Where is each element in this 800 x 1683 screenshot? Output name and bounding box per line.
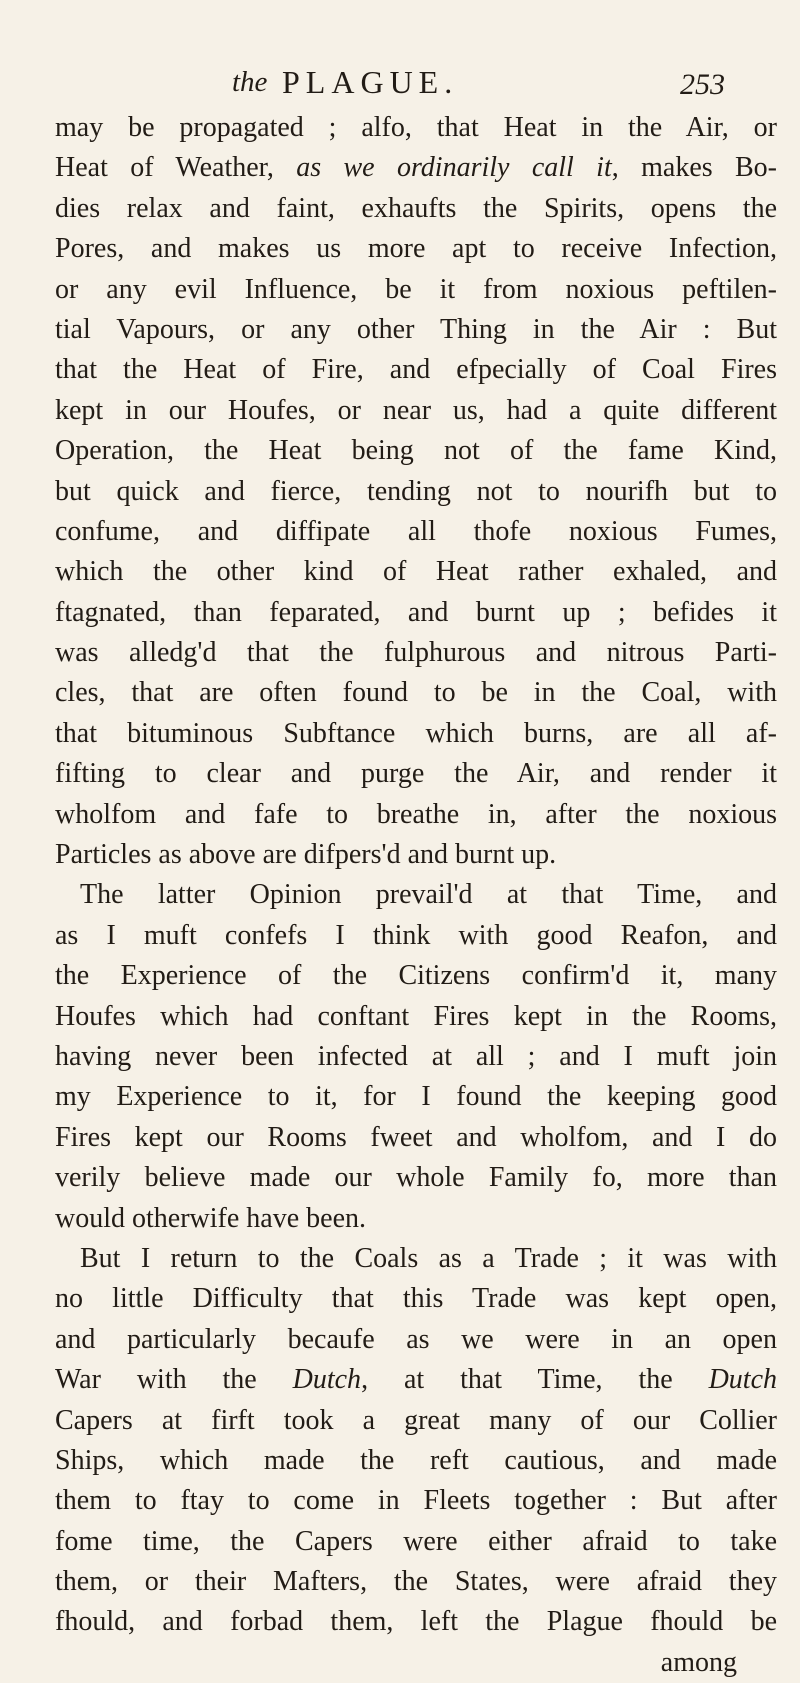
text-line: Houfes which had conftant Fires kept in the Rooms, [55,1000,777,1032]
text-line: verily believe made our whole Family fo, more than [55,1162,777,1194]
text-line: that bituminous Subftance which burns, are all af- [55,717,777,749]
text-line: Particles as above are difpers'd and burnt up. [55,839,557,871]
text-line: the Experience of the Citizens confirm'd it, many [55,960,777,992]
text-line: was alledg'd that the fulphurous and nitrous Parti- [55,637,777,669]
running-head-title: PLAGUE. [282,64,459,100]
text-line: tial Vapours, or any other Thing in the Air : But [55,313,777,345]
text-line: as I muft confefs I think with good Reafon, and [55,919,777,951]
text-line: Ships, which made the reft cautious, and made [55,1444,777,1476]
text-line: that the Heat of Fire, and efpecially of Coal Fires [55,354,777,386]
catchword: among [660,1646,737,1678]
text-line: fome time, the Capers were either afraid to take [55,1525,777,1557]
page-number: 253 [680,68,725,101]
paragraph-start-line: But I return to the Coals as a Trade ; it was with [80,1242,777,1274]
text-line: no little Difficulty that this Trade was kept open, [55,1283,777,1315]
text-line: cles, that are often found to be in the Coal, with [55,677,777,709]
text-line: Heat of Weather, as we ordinarily call it, makes Bo- [55,152,778,184]
text-line: Pores, and makes us more apt to receive Infection, [55,233,777,265]
running-head [0,62,800,106]
text-line: confume, and diffipate all thofe noxious Fumes, [55,515,777,547]
text-line: dies relax and faint, exhaufts the Spirits, opens the [55,192,777,224]
text-line: kept in our Houfes, or near us, had a quite different [55,394,777,426]
text-line: would otherwife have been. [55,1202,366,1234]
text-line: and particularly becaufe as we were in an open [55,1323,777,1355]
paragraph-start-line: The latter Opinion prevail'd at that Time, and [80,879,777,911]
text-line: fhould, and forbad them, left the Plague fhould be [55,1606,777,1638]
text-line: wholfom and fafe to breathe in, after the noxious [55,798,777,830]
running-head-article: the [232,66,268,98]
text-line: ftagnated, than feparated, and burnt up ; befides it [55,596,777,628]
text-line: having never been infected at all ; and I muft join [55,1040,777,1072]
text-line: fifting to clear and purge the Air, and render it [55,758,777,790]
text-line: Capers at firft took a great many of our Collier [55,1404,777,1436]
text-line: my Experience to it, for I found the keeping good [55,1081,777,1113]
text-line: but quick and fierce, tending not to nourifh but to [55,475,777,507]
text-line: may be propagated ; alfo, that Heat in the Air, or [55,112,777,143]
text-line: which the other kind of Heat rather exhaled, and [55,556,777,588]
text-line: them, or their Mafters, the States, were afraid they [55,1566,777,1598]
text-line: Fires kept our Rooms fweet and wholfom, and I do [55,1121,777,1153]
text-line: them to ftay to come in Fleets together : But after [55,1485,777,1517]
body-text [55,108,777,1683]
text-line: or any evil Influence, be it from noxious peftilen- [55,273,777,305]
text-line: Operation, the Heat being not of the fame Kind, [55,435,777,467]
text-line: War with the Dutch, at that Time, the Dutch [55,1364,777,1396]
